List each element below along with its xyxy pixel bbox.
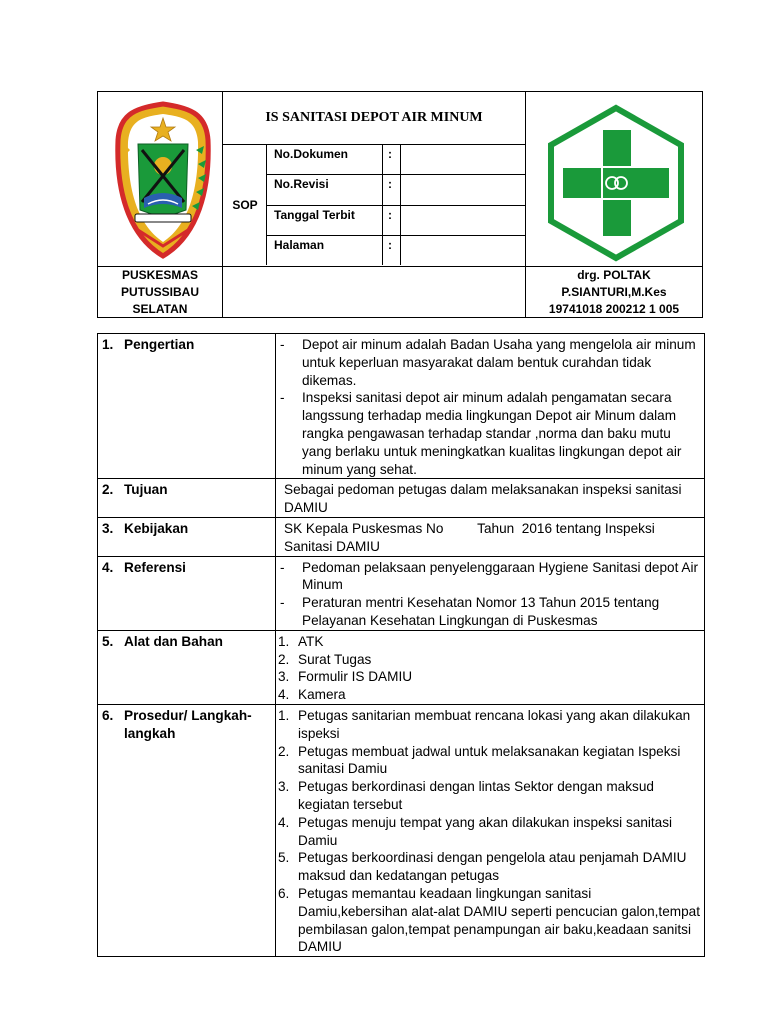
meta-label-no-revisi: No.Revisi [274, 177, 329, 191]
section-label: 5. Alat dan Bahan [98, 630, 276, 704]
list-item: 3. Formulir IS DAMIU [278, 669, 413, 685]
section-row-tujuan [98, 479, 705, 518]
list-item: 4. Kamera [278, 687, 346, 703]
header-divider [222, 144, 525, 145]
list-item: 2. Petugas membuat jadwal untuk melaksanakan kegiatan Ispeksi sanitasi Damiu [278, 743, 681, 777]
section-content: - Pedoman pelaksaan penyelenggaraan Hygiene Sanitasi depot Air Minum - Peraturan mentri Kesehatan Nomor 13 Tahun 2015 tentang Pelayanan Kesehatan Lingkungan di Puskesmas [276, 556, 705, 630]
list-item: 5. Petugas berkoordinasi dengan pengelola atau penjamah DAMIU maksud dan kedatangan petugas [278, 850, 687, 884]
reference-item: Pedoman pelaksaan penyelenggaraan Hygiene Sanitasi depot Air Minum [302, 559, 699, 593]
procedure-list [280, 707, 700, 956]
list-item: 1. ATK [278, 633, 324, 649]
meta-label-tanggal-terbit: Tanggal Terbit [274, 208, 355, 222]
section-label: 6. Prosedur/ Langkah-langkah [98, 704, 276, 956]
sop-content-table [97, 333, 705, 957]
definition-item: Inspeksi sanitasi depot air minum adalah pengamatan secara langssung terhadap media lingkungan Depot air Minum dalam rangka pengawasan terhadap standar ,norma dan baku mutu yang berlaku untuk meningkatkan kualitas lingkungan depot air minum yang sehat. [302, 390, 682, 477]
header-divider [266, 235, 525, 236]
signer-block: drg. POLTAK P.SIANTURI,M.Kes 19741018 200212 1 005 [548, 267, 680, 316]
organization-name: PUSKESMAS PUTUSSIBAU SELATAN [120, 267, 199, 316]
list-item: 1. Petugas sanitarian membuat rencana lokasi yang akan dilakukan ispeksi [278, 707, 691, 741]
section-content [276, 704, 705, 956]
meta-colon: : [388, 208, 392, 222]
document-title: IS SANITASI DEPOT AIR MINUM [265, 110, 483, 125]
header-divider [266, 174, 525, 175]
definition-item: Depot air minum adalah Badan Usaha yang mengelola air minum untuk keperluan masyarakat dalam bentuk curahdan tidak dikemas. [302, 337, 696, 388]
section-label: 4. Referensi [98, 556, 276, 630]
section-row-alat-dan-bahan [98, 630, 705, 704]
header-divider [266, 205, 525, 206]
section-content: - Depot air minum adalah Badan Usaha yang mengelola air minum untuk keperluan masyarakat dalam bentuk curahdan tidak dikemas. - Inspeksi sanitasi depot air minum adalah pengamatan secara langssung terhadap media lingkungan Depot air Minum dalam rangka pengawasan terhadap standar ,norma dan baku mutu yang berlaku untuk meningkatkan kualitas lingkungan depot air minum yang sehat. [276, 334, 705, 479]
sop-label: SOP [232, 198, 258, 212]
regional-government-emblem-icon [108, 100, 218, 260]
section-row-prosedur [98, 704, 705, 956]
list-item: 4. Petugas menuju tempat yang akan dilakukan inspeksi sanitasi Damiu [278, 814, 673, 848]
list-item: 3. Petugas berkordinasi dengan lintas Sektor dengan maksud kegiatan tersebut [278, 779, 654, 812]
section-content [276, 517, 705, 556]
meta-colon: : [388, 177, 392, 191]
purpose-text: Sebagai pedoman petugas dalam melaksanakan inspeksi sanitasi DAMIU [284, 482, 682, 516]
section-row-referensi [98, 556, 705, 630]
sop-header-table [97, 91, 703, 318]
section-content [276, 630, 705, 704]
meta-label-no-dokumen: No.Dokumen [274, 147, 349, 161]
meta-label-halaman: Halaman [274, 238, 325, 252]
section-row-kebijakan [98, 517, 705, 556]
equipment-list [280, 633, 700, 704]
policy-text: SK Kepala Puskesmas No Tahun 2016 tentang Inspeksi Sanitasi DAMIU [284, 520, 663, 554]
list-item: 2. Surat Tugas [278, 651, 372, 667]
list-item: 6. Petugas memantau keadaan lingkungan sanitasi Damiu,kebersihan alat-alat DAMIU seperti pencucian galon,tempat pembilasan galon,tempat penampungan air baku,keadaan sanitsi DAMIU [278, 885, 700, 955]
section-content [276, 479, 705, 518]
section-label: 2. Tujuan [98, 479, 276, 518]
puskesmas-green-cross-logo-icon [533, 100, 699, 266]
reference-item: Peraturan mentri Kesehatan Nomor 13 Tahun 2015 tentang Pelayanan Kesehatan Lingkungan di Puskesmas [302, 595, 660, 628]
section-label: 1. Pengertian [98, 334, 276, 479]
section-row-pengertian [98, 334, 705, 479]
section-label: 3. Kebijakan [98, 517, 276, 556]
meta-colon: : [388, 238, 392, 252]
meta-colon: : [388, 147, 392, 161]
